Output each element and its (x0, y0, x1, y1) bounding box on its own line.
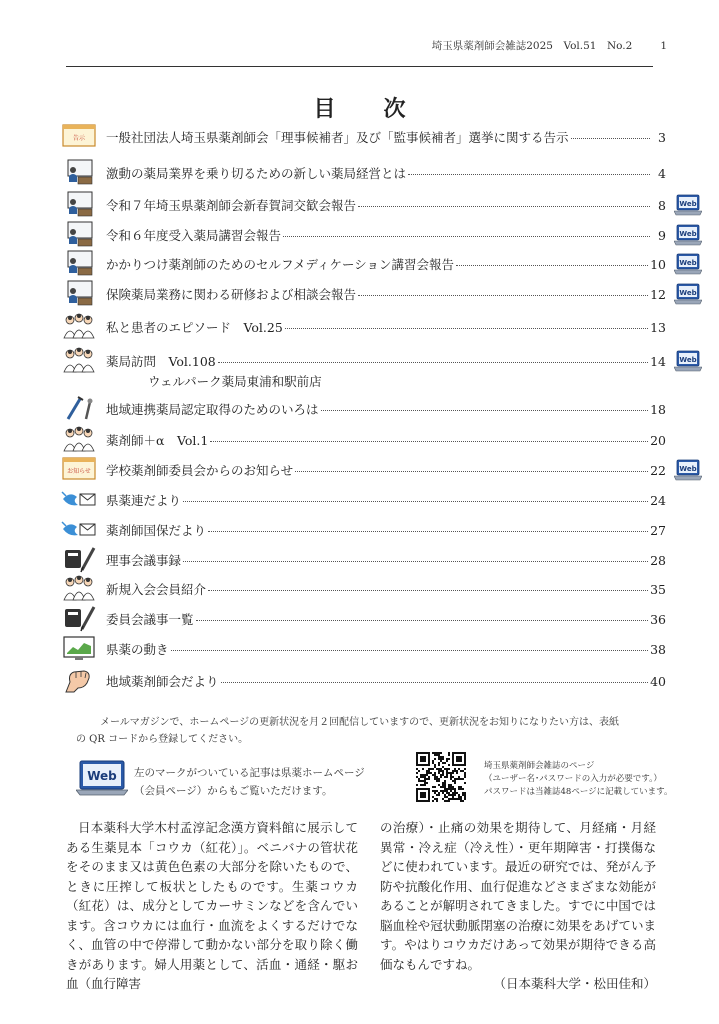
toc-row[interactable] (60, 312, 700, 338)
essay-right-column (380, 818, 656, 994)
toc-title: 県薬連だより (106, 493, 182, 508)
toc-title: 地域薬剤師会だより (106, 674, 219, 689)
essay-signature: （日本薬科大学・松田佳和） (493, 976, 656, 991)
web-mark-icon[interactable] (674, 194, 702, 216)
web-mark-icon[interactable] (674, 350, 702, 372)
toc-page: 35 (650, 582, 666, 597)
qr-code[interactable] (416, 752, 466, 802)
toc-leader (571, 138, 650, 139)
toc-page: 24 (650, 493, 666, 508)
qr-info-line: 埼玉県薬剤師会雑誌のページ (484, 761, 595, 771)
toc-title: 令和６年度受入薬局講習会報告 (106, 228, 282, 243)
toc-page: 13 (650, 320, 666, 335)
toc-page: 40 (650, 674, 666, 689)
toc-leader (221, 682, 649, 683)
toc-leader (218, 362, 648, 363)
qr-info-line: （ユーザー名･パスワードの入力が必要です。） (484, 774, 662, 784)
svg-text:Web: Web (679, 200, 697, 208)
svg-text:Web: Web (679, 230, 697, 238)
page-header (432, 38, 667, 53)
toc-leader (183, 501, 648, 502)
toc-row[interactable] (60, 122, 700, 148)
toc-leader (358, 295, 648, 296)
toc-page: 3 (658, 130, 666, 145)
web-legend-line: 左のマークがついている記事は県薬ホームページ (134, 767, 365, 779)
toc-leader (295, 471, 648, 472)
web-mark-icon[interactable] (674, 224, 702, 246)
toc-row[interactable] (60, 220, 700, 246)
toc-page: 36 (650, 612, 666, 627)
svg-text:お知らせ: お知らせ (67, 468, 91, 475)
toc-leader (196, 620, 649, 621)
page-number: 1 (660, 40, 667, 52)
toc-page: 20 (650, 433, 666, 448)
toc-row[interactable] (60, 455, 700, 481)
page-title: 目次 (313, 96, 454, 122)
toc-title: 保険薬局業務に関わる研修および相談会報告 (106, 287, 357, 302)
toc-leader (285, 328, 648, 329)
toc-row[interactable] (60, 425, 700, 451)
toc-leader (283, 236, 650, 237)
toc-page: 38 (650, 642, 666, 657)
toc-page: 27 (650, 523, 666, 538)
toc-row[interactable] (60, 574, 700, 600)
toc-leader (210, 441, 648, 442)
toc-title: 理事会議事録 (106, 553, 182, 568)
toc-leader (456, 265, 648, 266)
toc-row[interactable] (60, 346, 700, 389)
svg-text:告示: 告示 (72, 135, 86, 142)
toc-row[interactable] (60, 634, 700, 660)
toc-page: 12 (650, 287, 666, 302)
toc-page: 9 (658, 228, 666, 243)
toc-page: 10 (650, 257, 666, 272)
toc-title: 薬剤師国保だより (106, 523, 207, 538)
toc-page: 8 (658, 198, 666, 213)
toc-leader (208, 590, 648, 591)
toc-leader (208, 531, 648, 532)
toc-page: 18 (650, 402, 666, 417)
web-legend-line: （会員ページ）からもご覧いただけます。 (134, 785, 333, 797)
toc-title: 委員会議事一覧 (106, 612, 194, 627)
toc-title: 薬剤師＋α Vol.1 (106, 433, 209, 448)
toc-leader (408, 174, 650, 175)
toc-title: 県薬の動き (106, 642, 169, 657)
toc-title: かかりつけ薬剤師のためのセルフメディケーション講習会報告 (106, 257, 455, 272)
svg-text:Web: Web (679, 356, 697, 364)
toc-row[interactable] (60, 666, 700, 692)
svg-text:Web: Web (679, 259, 697, 267)
toc-leader (358, 206, 650, 207)
toc-title: 一般社団法人埼玉県薬剤師会「理事候補者」及び「監事候補者」選挙に関する告示 (106, 130, 569, 145)
toc-title: 激動の薬局業界を乗り切るための新しい薬局経営とは (106, 166, 407, 181)
toc-row[interactable] (60, 394, 700, 420)
toc-page: 14 (650, 354, 666, 369)
notice-line: メールマガジンで、ホームページの更新状況を月２回配信していますので、更新状況をお知りになりたい方は、表紙 (100, 717, 619, 728)
web-mark-icon[interactable] (674, 283, 702, 305)
toc-row[interactable] (60, 190, 700, 216)
web-legend-label: Web (87, 769, 117, 783)
web-mark-icon[interactable] (674, 459, 702, 481)
toc-title: 地域連携薬局認定取得のためのいろは (106, 402, 319, 417)
toc-leader (321, 410, 649, 411)
toc-page: 4 (658, 166, 666, 181)
toc-row[interactable] (60, 158, 700, 184)
qr-info (484, 760, 684, 799)
header-rule (66, 66, 653, 67)
toc-row[interactable] (60, 279, 700, 305)
toc-subtitle: ウェルパーク薬局東浦和駅前店 (148, 374, 322, 389)
toc-title: 令和７年埼玉県薬剤師会新春賀詞交歓会報告 (106, 198, 357, 213)
svg-text:Web: Web (679, 289, 697, 297)
toc-title: 薬局訪問 Vol.108 (106, 354, 216, 369)
web-mark-icon[interactable] (674, 253, 702, 275)
toc-row[interactable] (60, 485, 700, 511)
toc-title: 学校薬剤師委員会からのお知らせ (106, 463, 294, 478)
mail-magazine-notice (76, 714, 646, 748)
svg-text:Web: Web (679, 465, 697, 473)
toc-row[interactable] (60, 545, 700, 571)
toc-row[interactable] (60, 249, 700, 275)
qr-info-line: パスワードは当雑誌48ページに記載しています。 (484, 787, 673, 797)
toc-page: 28 (650, 553, 666, 568)
toc-title: 私と患者のエピソード Vol.25 (106, 320, 283, 335)
toc-row[interactable] (60, 604, 700, 630)
toc-leader (171, 650, 649, 651)
toc-page: 22 (650, 463, 666, 478)
essay-left-column: 日本薬科大学木村孟淳記念漢方資料館に展示してある生薬見本「コウカ（紅花）」。ベニバナの管状花をそのまま又は黄色色素の大部分を除いたもので、ときに圧搾して板状としたものです。生薬コウカ（紅花）は、成分としてカーサミンなどを含んでいます。含コウカには血行・血流をよくするだけでなく、血管の中で停滞して動かない部分を取り除く働きがあります。婦人用薬として、活血・通経・駆お血（血行障害 (66, 820, 358, 991)
toc-row[interactable] (60, 515, 700, 541)
journal-info: 埼玉県薬剤師会雑誌2025 Vol.51 No.2 (431, 40, 633, 52)
essay-right-text: の治療）・止痛の効果を期待して、月経痛・月経異常・冷え症（冷え性）・更年期障害・打撲傷などに使われています。最近の研究では、発がん予防や抗酸化作用、血行促進などさまざまな効能があることが解明されてきました。すでに中国では脳血栓や冠状動脈閉塞の治療に効果をあげています。やはりコウカだけあって効果が期待できる高価なもんですね。 (380, 820, 656, 972)
laptop-web-icon (76, 760, 128, 796)
toc-title: 新規入会会員紹介 (106, 582, 207, 597)
toc-leader (183, 561, 648, 562)
notice-line: の QR コードから登録してください。 (76, 734, 249, 745)
